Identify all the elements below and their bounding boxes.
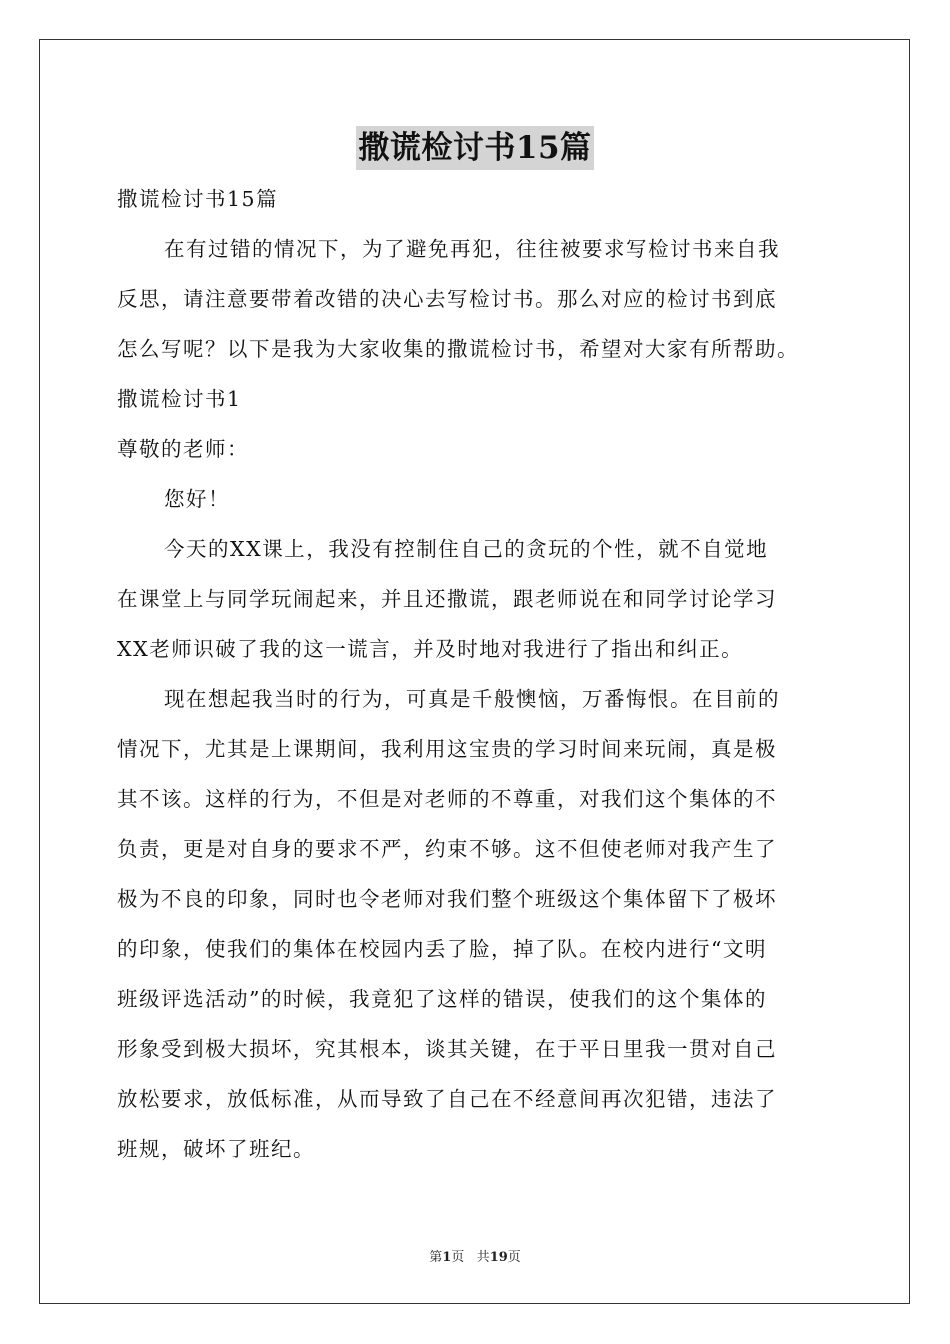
paragraph1-line: 今天的XX课上，我没有控制住自己的贪玩的个性，就不自觉地 (164, 537, 769, 561)
paragraph2-line: 的印象，使我们的集体在校园内丢了脸，掉了队。在校内进行“文明 (117, 937, 767, 961)
paragraph2-line: 其不该。这样的行为，不但是对老师的不尊重，对我们这个集体的不 (117, 787, 777, 811)
page-number: 1 (442, 1250, 452, 1265)
paragraph2-line: 负责，更是对自身的要求不严，约束不够。这不但使老师对我产生了 (117, 837, 777, 861)
paragraph2-line: 形象受到极大损坏，究其根本，谈其关键，在于平日里我一贯对自己 (117, 1037, 777, 1061)
total-prefix: 共 (476, 1250, 490, 1265)
paragraph2-line: 放松要求，放低标准，从而导致了自己在不经意间再次犯错，违法了 (117, 1087, 777, 1111)
title-area (0, 126, 950, 170)
paragraph2-line: 现在想起我当时的行为，可真是千般懊恼，万番悔恨。在目前的 (164, 687, 780, 711)
total-pages: 19 (489, 1250, 508, 1265)
total-suffix: 页 (507, 1250, 521, 1265)
paragraph2-line: 极为不良的印象，同时也令老师对我们整个班级这个集体留下了极坏 (117, 887, 777, 911)
paragraph2-line: 班规，破坏了班纪。 (117, 1137, 315, 1161)
paragraph2-line: 情况下，尤其是上课期间，我利用这宝贵的学习时间来玩闹，真是极 (117, 737, 777, 761)
document-subtitle: 撒谎检讨书15篇 (117, 187, 279, 211)
greeting: 您好！ (164, 487, 230, 511)
intro-line: 怎么写呢？以下是我为大家收集的撒谎检讨书，希望对大家有所帮助。 (117, 337, 799, 361)
page-footer (0, 1246, 950, 1265)
document-body (117, 174, 842, 1174)
intro-line: 反思，请注意要带着改错的决心去写检讨书。那么对应的检讨书到底 (117, 287, 777, 311)
salutation: 尊敬的老师： (117, 437, 249, 461)
paragraph1-line: XX老师识破了我的这一谎言，并及时地对我进行了指出和纠正。 (117, 637, 744, 661)
document-title: 撒谎检讨书15篇 (356, 126, 593, 170)
section-heading: 撒谎检讨书1 (117, 387, 242, 411)
page-prefix: 第 (429, 1250, 443, 1265)
page-suffix: 页 (451, 1250, 465, 1265)
paragraph2-line: 班级评选活动”的时候，我竟犯了这样的错误，使我们的这个集体的 (117, 987, 767, 1011)
intro-line: 在有过错的情况下，为了避免再犯，往往被要求写检讨书来自我 (164, 237, 780, 261)
paragraph1-line: 在课堂上与同学玩闹起来，并且还撒谎，跟老师说在和同学讨论学习 (117, 587, 777, 611)
